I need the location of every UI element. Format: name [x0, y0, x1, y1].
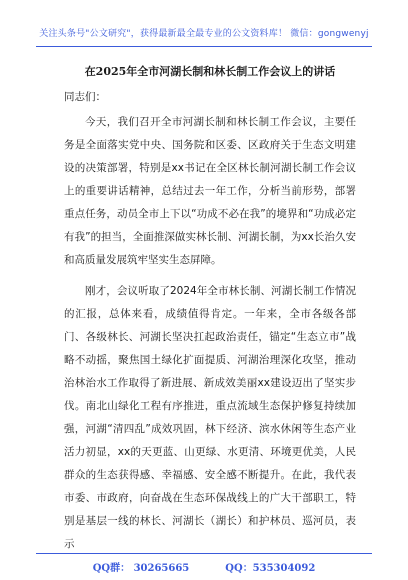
document-body	[64, 63, 356, 564]
footer-qq-group: QQ群： 30265665	[92, 563, 190, 574]
page-footer	[36, 553, 372, 574]
header-notice: 关注头条号"公文研究"，获得最新最全最专业的公文资料库！ 微信：gongwenyj	[39, 29, 369, 39]
page-header	[0, 0, 408, 39]
paragraph-2: 刚才，会议听取了2024年全市林长制、河湖长制工作情况的汇报，总体来看，成绩值得肯定。一年来，全市各级各部门、各级林长、河湖长坚决扛起政治责任，锚定“生态立市”战略不动摇，聚焦国土绿化扩面提质、河湖治理深化攻坚，推动治林治水工作取得了新进展、新成效美丽xx建设迈出了坚实步伐。南北山绿化工程有序推进，重点流域生态保护修复持续加强，河湖“清四乱”成效巩固，林下经济、滨水休闲等生态产业活力初显，xx的天更蓝、山更绿、水更清、环境更优美，人民群众的生态获得感、幸福感、安全感不断提升。在此，我代表市委、市政府，向奋战在生态环保战线上的广大干部职工，特别是基层一线的林长、河湖长（湖长）和护林员、巡河员，表示	[64, 285, 356, 550]
salutation: 同志们：	[64, 91, 106, 103]
document-title: 在2025年全市河湖长制和林长制工作会议上的讲话	[84, 65, 336, 78]
paragraph-1: 今天，我们召开全市河湖长制和林长制工作会议，主要任务是全面落实党中央、国务院和区委、区政府关于生态文明建设的决策部署，特别是xx书记在全区林长制河湖长制工作会议上的重要讲话精神，总结过去一年工作，分析当前形势，部署重点任务，动员全市上下以“功成不必在我”的境界和“功成必定有我”的担当，全面推深做实林长制、河湖长制，为xx长治久安和高质量发展筑牢坚实生态屏障。	[64, 116, 356, 266]
header-divider	[36, 46, 372, 47]
footer-qq: QQ：535304092	[225, 563, 316, 574]
